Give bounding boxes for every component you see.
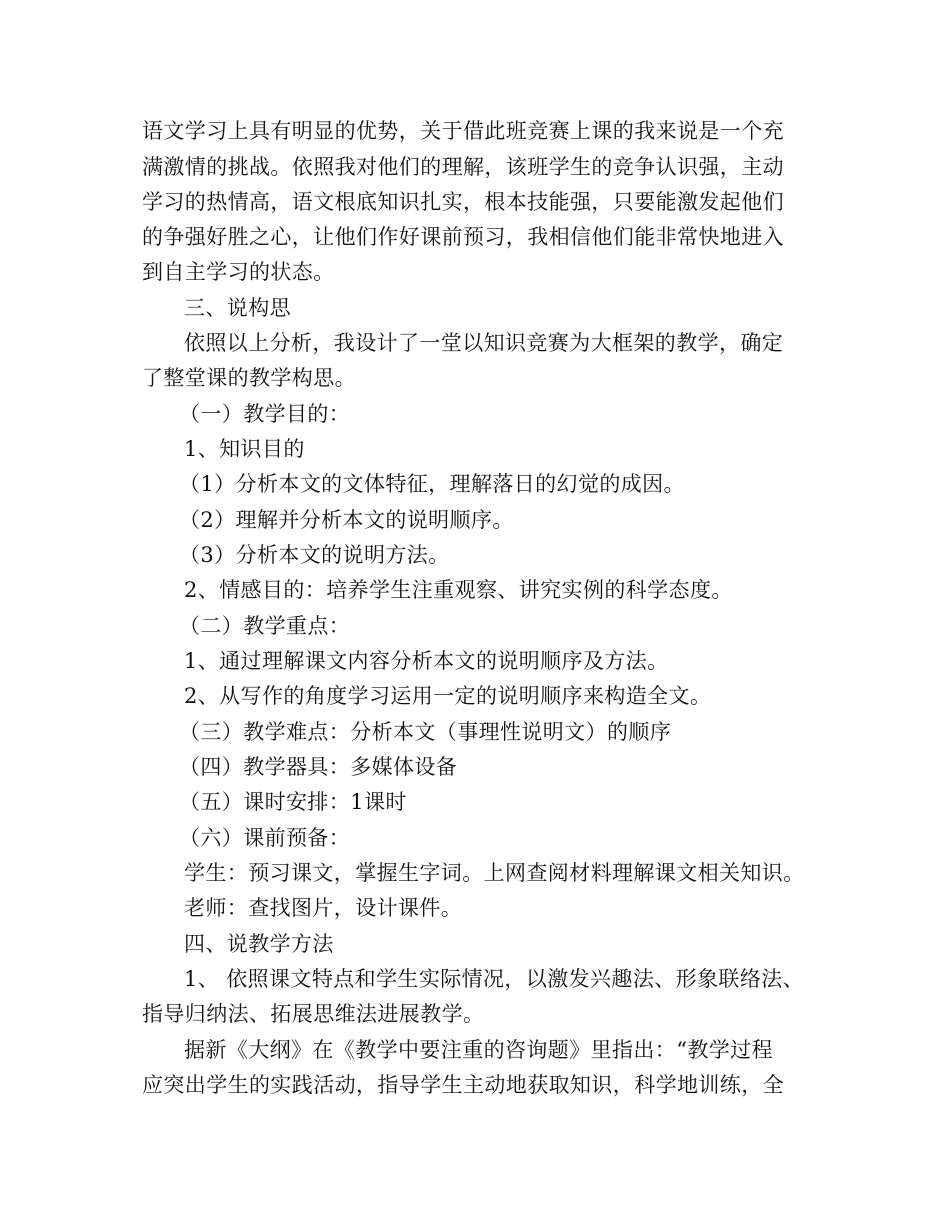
text-line: 据新《大纲》在《教学中要注重的咨询题》里指出：“教学过程 [184, 1038, 773, 1062]
text-line: 1、知识目的 [184, 437, 305, 461]
text-line: 2、情感目的：培养学生注重观察、讲究实例的科学态度。 [184, 578, 733, 602]
list-item: 2、从写作的角度学习运用一定的说明顺序来构造全文。 [184, 684, 712, 708]
list-item: 1、通过理解课文内容分析本文的说明顺序及方法。 [184, 649, 669, 673]
text-line: 的争强好胜之心，让他们作好课前预习，我相信他们能非常快地进入 [142, 225, 784, 249]
text-line: 依照以上分析，我设计了一堂以知识竞赛为大框架的教学，确定 [184, 331, 784, 355]
text-line: 满激情的挑战。依照我对他们的理解，该班学生的竞争认识强，主动 [142, 155, 784, 179]
text-line: 语文学习上具有明显的优势，关于借此班竞赛上课的我来说是一个充 [142, 119, 784, 143]
text-line: 应突出学生的实践活动，指导学生主动地获取知识，科学地训练，全 [142, 1073, 784, 1097]
text-line: 了整堂课的教学构思。 [142, 366, 356, 390]
text-line: 老师：查找图片，设计课件。 [184, 896, 463, 920]
subsection-heading: （三）教学难点：分析本文（事理性说明文）的顺序 [179, 720, 672, 744]
text-line: 指导归纳法、拓展思维法进展教学。 [142, 1002, 485, 1026]
section-heading: 三、说构思 [184, 296, 291, 320]
subsection-heading: （一）教学目的： [179, 402, 351, 426]
text-line: 到自主学习的状态。 [142, 260, 335, 284]
text-line: 学习的热情高，语文根底知识扎实，根本技能强，只要能激发起他们 [142, 190, 784, 214]
list-item: （3）分析本文的说明方法。 [179, 543, 450, 567]
subsection-heading: （六）课前预备： [179, 826, 351, 850]
list-item: （1）分析本文的文体特征，理解落日的幻觉的成因。 [179, 472, 685, 496]
section-heading: 四、说教学方法 [184, 932, 334, 956]
subsection-heading: （四）教学器具：多媒体设备 [179, 755, 458, 779]
subsection-heading: （二）教学重点： [179, 614, 351, 638]
text-line: 1、 依照课文特点和学生实际情况，以激发兴趣法、形象联络法、 [184, 967, 805, 991]
list-item: （2）理解并分析本文的说明顺序。 [179, 508, 514, 532]
text-line: 学生：预习课文，掌握生字词。上网查阅材料理解课文相关知识。 [184, 861, 805, 885]
subsection-heading: （五）课时安排：1课时 [179, 790, 407, 814]
